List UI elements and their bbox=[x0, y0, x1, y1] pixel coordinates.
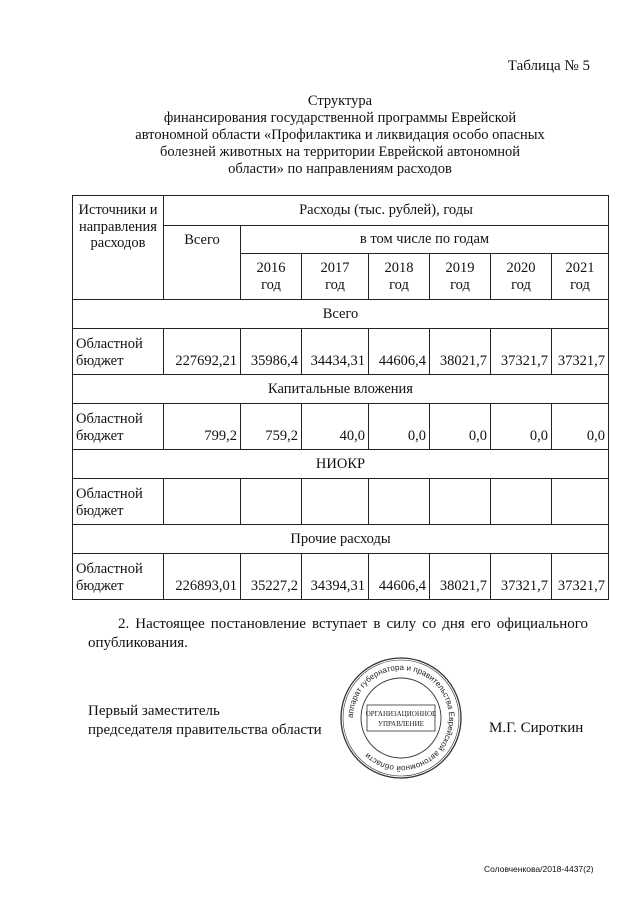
header-source-line: Источники и bbox=[78, 202, 158, 218]
header-expenses: Расходы (тыс. рублей), годы bbox=[164, 196, 609, 226]
header-source-line: расходов bbox=[90, 235, 146, 251]
header-total: Всего bbox=[164, 226, 241, 300]
year-unit: год bbox=[570, 276, 590, 293]
year-unit: год bbox=[261, 276, 281, 293]
cell-year-2019: 38021,7 bbox=[430, 554, 491, 600]
year-header bbox=[430, 254, 491, 300]
cell-year-2021: 37321,7 bbox=[552, 329, 609, 375]
footer-reference-code: Соловченкова/2018-4437(2) bbox=[484, 864, 594, 874]
row-label bbox=[73, 479, 164, 525]
cell-year-2018: 44606,4 bbox=[369, 329, 430, 375]
cell-year-2017: 34434,31 bbox=[302, 329, 369, 375]
year-header bbox=[302, 254, 369, 300]
row-label-line: бюджет bbox=[76, 502, 124, 519]
stamp-inner-line: ОРГАНИЗАЦИОННОЕ bbox=[365, 710, 437, 718]
cell-year-2019: 0,0 bbox=[430, 404, 491, 450]
table-row bbox=[73, 479, 609, 525]
year-value: 2021 bbox=[565, 260, 595, 276]
cell-year-2021 bbox=[552, 479, 609, 525]
table-number-label: Таблица № 5 bbox=[507, 58, 590, 74]
cell-year-2021: 37321,7 bbox=[552, 554, 609, 600]
cell-year-2019: 38021,7 bbox=[430, 329, 491, 375]
signatory-name: М.Г. Сироткин bbox=[489, 720, 584, 736]
row-label bbox=[73, 329, 164, 375]
table-row bbox=[73, 329, 609, 375]
cell-year-2020: 37321,7 bbox=[491, 554, 552, 600]
heading-line: автономной области «Профилактика и ликвидация особо опасных bbox=[135, 127, 545, 143]
cell-year-2017: 34394,31 bbox=[302, 554, 369, 600]
cell-total: 227692,21 bbox=[164, 329, 241, 375]
signatory-title-line: Первый заместитель bbox=[88, 703, 220, 719]
heading-line: финансирования государственной программы Еврейской bbox=[163, 110, 517, 126]
section-title: Всего bbox=[73, 300, 609, 329]
row-label-line: бюджет bbox=[76, 577, 124, 594]
cell-year-2018 bbox=[369, 479, 430, 525]
year-value: 2017 bbox=[320, 260, 350, 276]
section-title: НИОКР bbox=[73, 450, 609, 479]
year-value: 2018 bbox=[384, 260, 414, 276]
header-by-years: в том числе по годам bbox=[241, 226, 609, 254]
document-heading bbox=[100, 93, 580, 178]
heading-line: болезней животных на территории Еврейской автономной bbox=[159, 144, 521, 160]
heading-line: области» по направлениям расходов bbox=[228, 161, 452, 177]
heading-line: Структура bbox=[307, 93, 373, 109]
row-label-line: Областной bbox=[76, 561, 143, 577]
header-source bbox=[73, 196, 164, 300]
year-header bbox=[241, 254, 302, 300]
section-title: Капитальные вложения bbox=[73, 375, 609, 404]
cell-year-2016: 759,2 bbox=[241, 404, 302, 450]
cell-year-2020: 0,0 bbox=[491, 404, 552, 450]
cell-year-2017: 40,0 bbox=[302, 404, 369, 450]
row-label-line: Областной bbox=[76, 411, 143, 427]
signatory-title-line: председателя правительства области bbox=[88, 722, 322, 738]
table-row bbox=[73, 404, 609, 450]
cell-year-2018: 0,0 bbox=[369, 404, 430, 450]
cell-total bbox=[164, 479, 241, 525]
row-label bbox=[73, 554, 164, 600]
cell-year-2016: 35227,2 bbox=[241, 554, 302, 600]
signatory-title bbox=[88, 702, 322, 740]
cell-year-2016: 35986,4 bbox=[241, 329, 302, 375]
official-stamp bbox=[338, 655, 464, 781]
year-header bbox=[491, 254, 552, 300]
effective-date-paragraph: 2. Настоящее постановление вступает в силу со дня его официального опубликования. bbox=[88, 616, 588, 651]
cell-total: 226893,01 bbox=[164, 554, 241, 600]
cell-year-2016 bbox=[241, 479, 302, 525]
table-row bbox=[73, 554, 609, 600]
header-source-line: направления bbox=[79, 218, 157, 235]
year-header bbox=[552, 254, 609, 300]
year-unit: год bbox=[325, 276, 345, 293]
row-label bbox=[73, 404, 164, 450]
cell-year-2019 bbox=[430, 479, 491, 525]
year-value: 2019 bbox=[445, 260, 475, 276]
row-label-line: Областной bbox=[76, 486, 143, 502]
year-unit: год bbox=[450, 276, 470, 293]
row-label-line: бюджет bbox=[76, 352, 124, 369]
stamp-ring-text: аппарат губернатора и правительства Еврейской автономной области bbox=[345, 662, 457, 774]
year-value: 2016 bbox=[256, 260, 286, 276]
cell-year-2020 bbox=[491, 479, 552, 525]
cell-year-2020: 37321,7 bbox=[491, 329, 552, 375]
stamp-inner-line: УПРАВЛЕНИЕ bbox=[378, 720, 424, 728]
row-label-line: бюджет bbox=[76, 427, 124, 444]
year-unit: год bbox=[511, 276, 531, 293]
cell-year-2017 bbox=[302, 479, 369, 525]
cell-year-2021: 0,0 bbox=[552, 404, 609, 450]
year-value: 2020 bbox=[506, 260, 536, 276]
financing-table bbox=[72, 195, 609, 600]
year-unit: год bbox=[389, 276, 409, 293]
cell-year-2018: 44606,4 bbox=[369, 554, 430, 600]
year-header bbox=[369, 254, 430, 300]
cell-total: 799,2 bbox=[164, 404, 241, 450]
section-title: Прочие расходы bbox=[73, 525, 609, 554]
row-label-line: Областной bbox=[76, 336, 143, 352]
